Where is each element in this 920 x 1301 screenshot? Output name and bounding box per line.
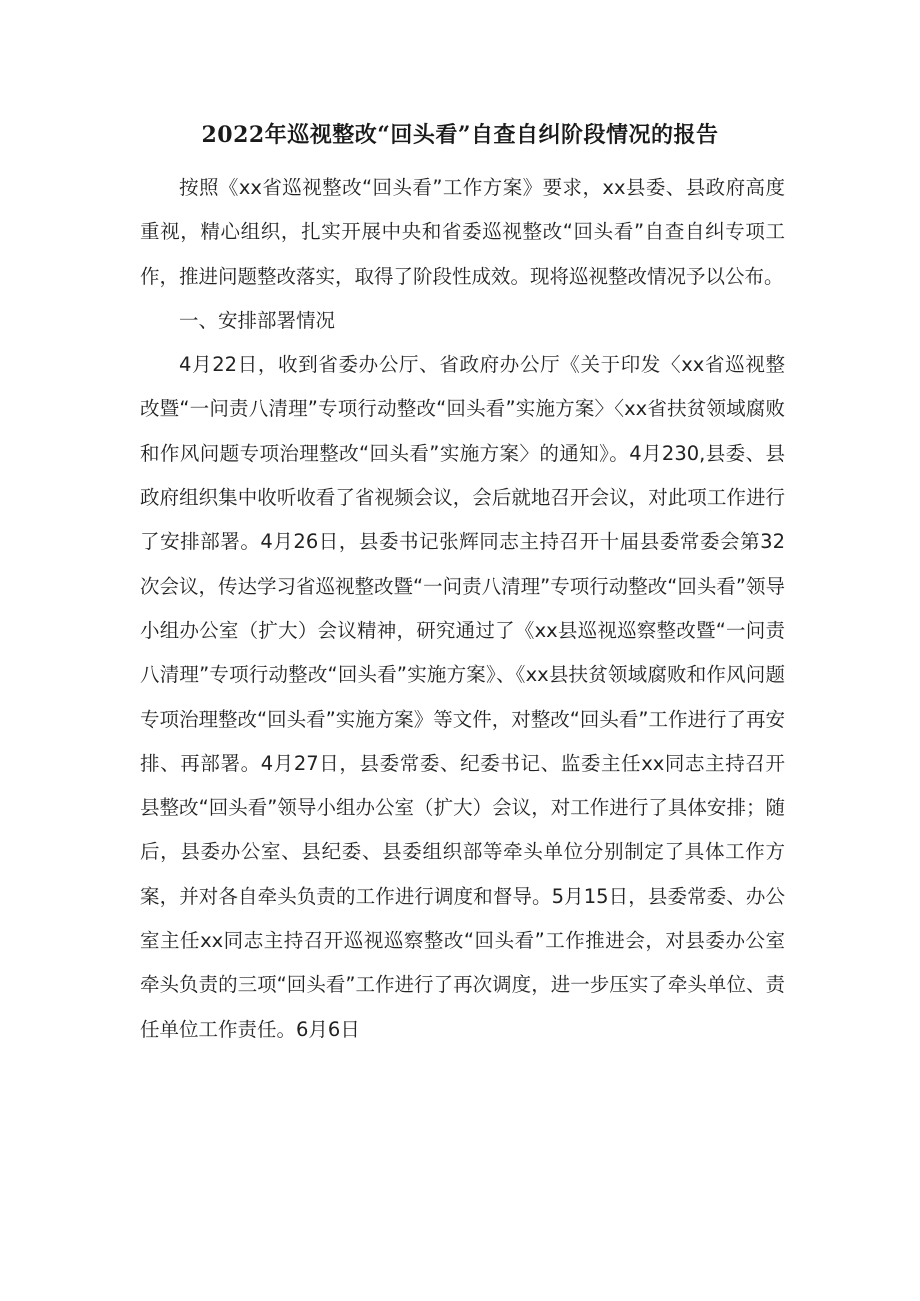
section-paragraph: 4月22日，收到省委办公厅、省政府办公厅《关于印发〈xx省巡视整改暨“一问责八清理”专项行动整改“回头看”实施方案〉〈xx省扶贫领域腐败和作风问题专项治理整改“回头看”实施方案〉的通知》。4月230,县委、县政府组织集中收听收看了省视频会议，会后就地召开会议，对此项工作进行了安排部署。4月26日，县委书记张辉同志主持召开十届县委常委会第32次会议，传达学习省巡视整改暨“一问责八清理”专项行动整改“回头看”领导小组办公室（扩大）会议精神，研究通过了《xx县巡视巡察整改暨“一问责八清理”专项行动整改“回头看”实施方案》、《xx县扶贫领域腐败和作风问题专项治理整改“回头看”实施方案》等文件，对整改“回头看”工作进行了再安排、再部署。4月27日，县委常委、纪委书记、监委主任xx同志主持召开县整改“回头看”领导小组办公室（扩大）会议，对工作进行了具体安排；随后，县委办公室、县纪委、县委组织部等牵头单位分别制定了具体工作方案，并对各自牵头负责的工作进行调度和督导。5月15日，县委常委、办公室主任xx同志主持召开巡视巡察整改“回头看”工作推进会，对县委办公室牵头负责的三项“回头看”工作进行了再次调度，进一步压实了牵头单位、责任单位工作责任。6月6日 (140, 353, 785, 1041)
intro-paragraph: 按照《xx省巡视整改“回头看”工作方案》要求，xx县委、县政府高度重视，精心组织，扎实开展中央和省委巡视整改“回头看”自查自纠专项工作，推进问题整改落实，取得了阶段性成效。现将巡视整改情况予以公布。 (140, 176, 785, 288)
section-heading: 一、安排部署情况 (179, 308, 336, 332)
document-title: 2022年巡视整改“回头看”自查自纠阶段情况的报告 (201, 122, 719, 148)
document-body (140, 166, 785, 1052)
